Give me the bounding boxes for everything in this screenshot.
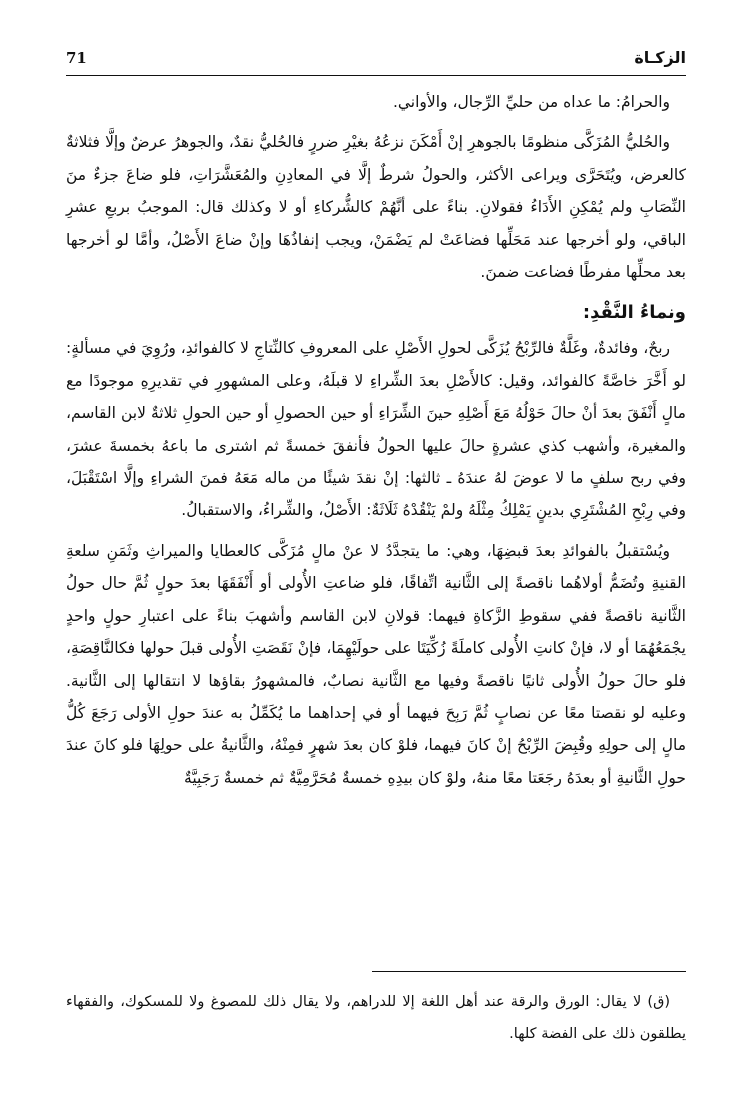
- paragraph: ويُسْتقبلُ بالفوائدِ بعدَ قبضِهَا، وهي: ما يتجدَّدُ لا عنْ مالٍ مُزَكَّى كالعطايا والميراثِ وثَمَنِ سلعةِ القنيةِ وتُضَمُّ أولاهُما ناقصةً إلى الثَّانية اتِّفاقًا، فلو ضاعتِ الأُولى أو أَنْفَقَهَا بعدَ حولٍ ثُمَّ حال حولُ الثَّانية ناقصةً ففي سقوطِ الزَّكاةِ فيهما: قولانِ لابن القاسم وأشهبَ بناءً على اعتبارِ حولٍ واحدٍ يجْمَعُهُمَا أو لا، فإنْ كانتِ الأُولى كاملَةً زُكِّيَتَا على حولَيْهِمَا، فإنْ نَقَصَتِ الأُولى قبلَ حولها فكالنَّاقِصَةِ، فلو حالَ حولُ الأُولى ثانيًا ناقصةً وفيها مع الثَّانية نصابٌ، فالمشهورُ بقاؤها لا انتقالها إلى الثَّانية. وعليه لو نقصتا معًا عن نصابٍ ثُمَّ رَبِحَ فيهما أو في إحداهما ما يُكَمِّلُ به عندَ حولِ الأولى رَجَعَ كُلُّ مالٍ إلى حولِهِ وقُبِضَ الرِّبْحُ إنْ كانَ فيهما، فلوْ كان بعدَ شهرٍ فمِنْهُ، والثَّانيةُ على حولِهَا فلو كانَ عندَ حولِ الثَّانيةِ أو بعدَهُ رجَعَتا معًا منهُ، ولوْ كان بيدِهِ خمسةٌ مُحَرَّمِيَّةٌ ثم خمسةٌ رَجَبِيَّةٌ: [66, 541, 686, 787]
- paragraph: والحُليُّ المُزَكَّى منظومًا بالجوهرِ إنْ أَمْكَنَ نزعُهُ بغيْرِ ضررٍ فالحُليُّ نقدٌ، والجوهرُ عرضٌ وإلَّا فثلاثةٌ كالعرض، ويُتَحَرَّى ويراعى الأكثر، والحولُ شرطٌ إلَّا في المعادِنِ والمُعَشَّرَاتِ، فلو ضاعَ جزءٌ منَ النِّصَابِ ولم يُمْكِنِ الأَدَاءُ فقولانِ. بناءً على أنَّهُمْ كالشُّركاءِ أو لا وكذلك قال: الموجبُ بربعِ عشرِ الباقي، ولو أخرجها عند مَحَلِّها فضاعَتْ لم يَضْمَنْ، ويجب إنفاذُهَا وإنْ ضاعَ الأَصْلُ، وأمَّا لو أخرجها بعد محلِّها مفرطًا فضاعت ضمنَ.: [66, 133, 686, 282]
- footnote: [66, 986, 686, 1050]
- running-title: الزكـاة: [634, 48, 686, 67]
- paragraph: والحرامُ: ما عداه من حليِّ الرِّجال، والأواني.: [392, 93, 670, 111]
- footnote-text: (ق) لا يقال: الورق والرقة عند أهل اللغة إلا للدراهم، ولا يقال ذلك للمصوغ ولا للمسكوك، والفقهاء يطلقون ذلك على الفضة كلها.: [66, 994, 686, 1042]
- running-header: [66, 46, 686, 72]
- page-number: 71: [66, 49, 87, 67]
- paragraph: ربحٌ، وفائدةٌ، وغَلَّةٌ فالرِّبْحُ يُزَكَّى لحولِ الأَصْلِ على المعروفِ كالنِّتاجِ لا كالفوائدِ، ورُوِيَ في مسألةٍ: لو أَخَّرَ خاصَّةً كالفوائد، وقيل: كالأَصْلِ بعدَ الشِّراءِ لا قبلَهُ، وعلى المشهورِ في تقديرِهِ موجودًا مع مالٍ أَنْفَقَ بعدَ أنْ حالَ حَوْلُهُ مَعَ أَصْلِهِ حينَ الشِّرَاءِ أو حين الحصولِ أو حين الحولِ ثلاثةٌ لابن القاسم، والمغيرة، وأشهب كذي عشرةٍ حالَ عليها الحولُ فأنفقَ خمسةً ثم اشترى ما باعهُ بخمسةَ عشرَ، وفي ربح سلفٍ ما لا عوضَ لهُ عندَهُ ـ ثالثها: إنْ نقدَ شيئًا من ماله مَعَهُ فمنَ الشراءِ وإلَّا اسْتَقْبَلَ، وفي رِبْحِ المُشْتَرِي بدينٍ يَمْلِكُ مِثْلَهُ ولمْ يَنْقُدْهُ ثَلَاثَةٌ: الأَصْلُ، والشِّراءُ، والاستقبالُ.: [65, 339, 686, 520]
- main-text: [66, 86, 686, 802]
- footnote-rule: [372, 971, 686, 972]
- section-heading: ونماءُ النَّقْدِ:: [582, 302, 686, 324]
- header-rule: [66, 75, 686, 76]
